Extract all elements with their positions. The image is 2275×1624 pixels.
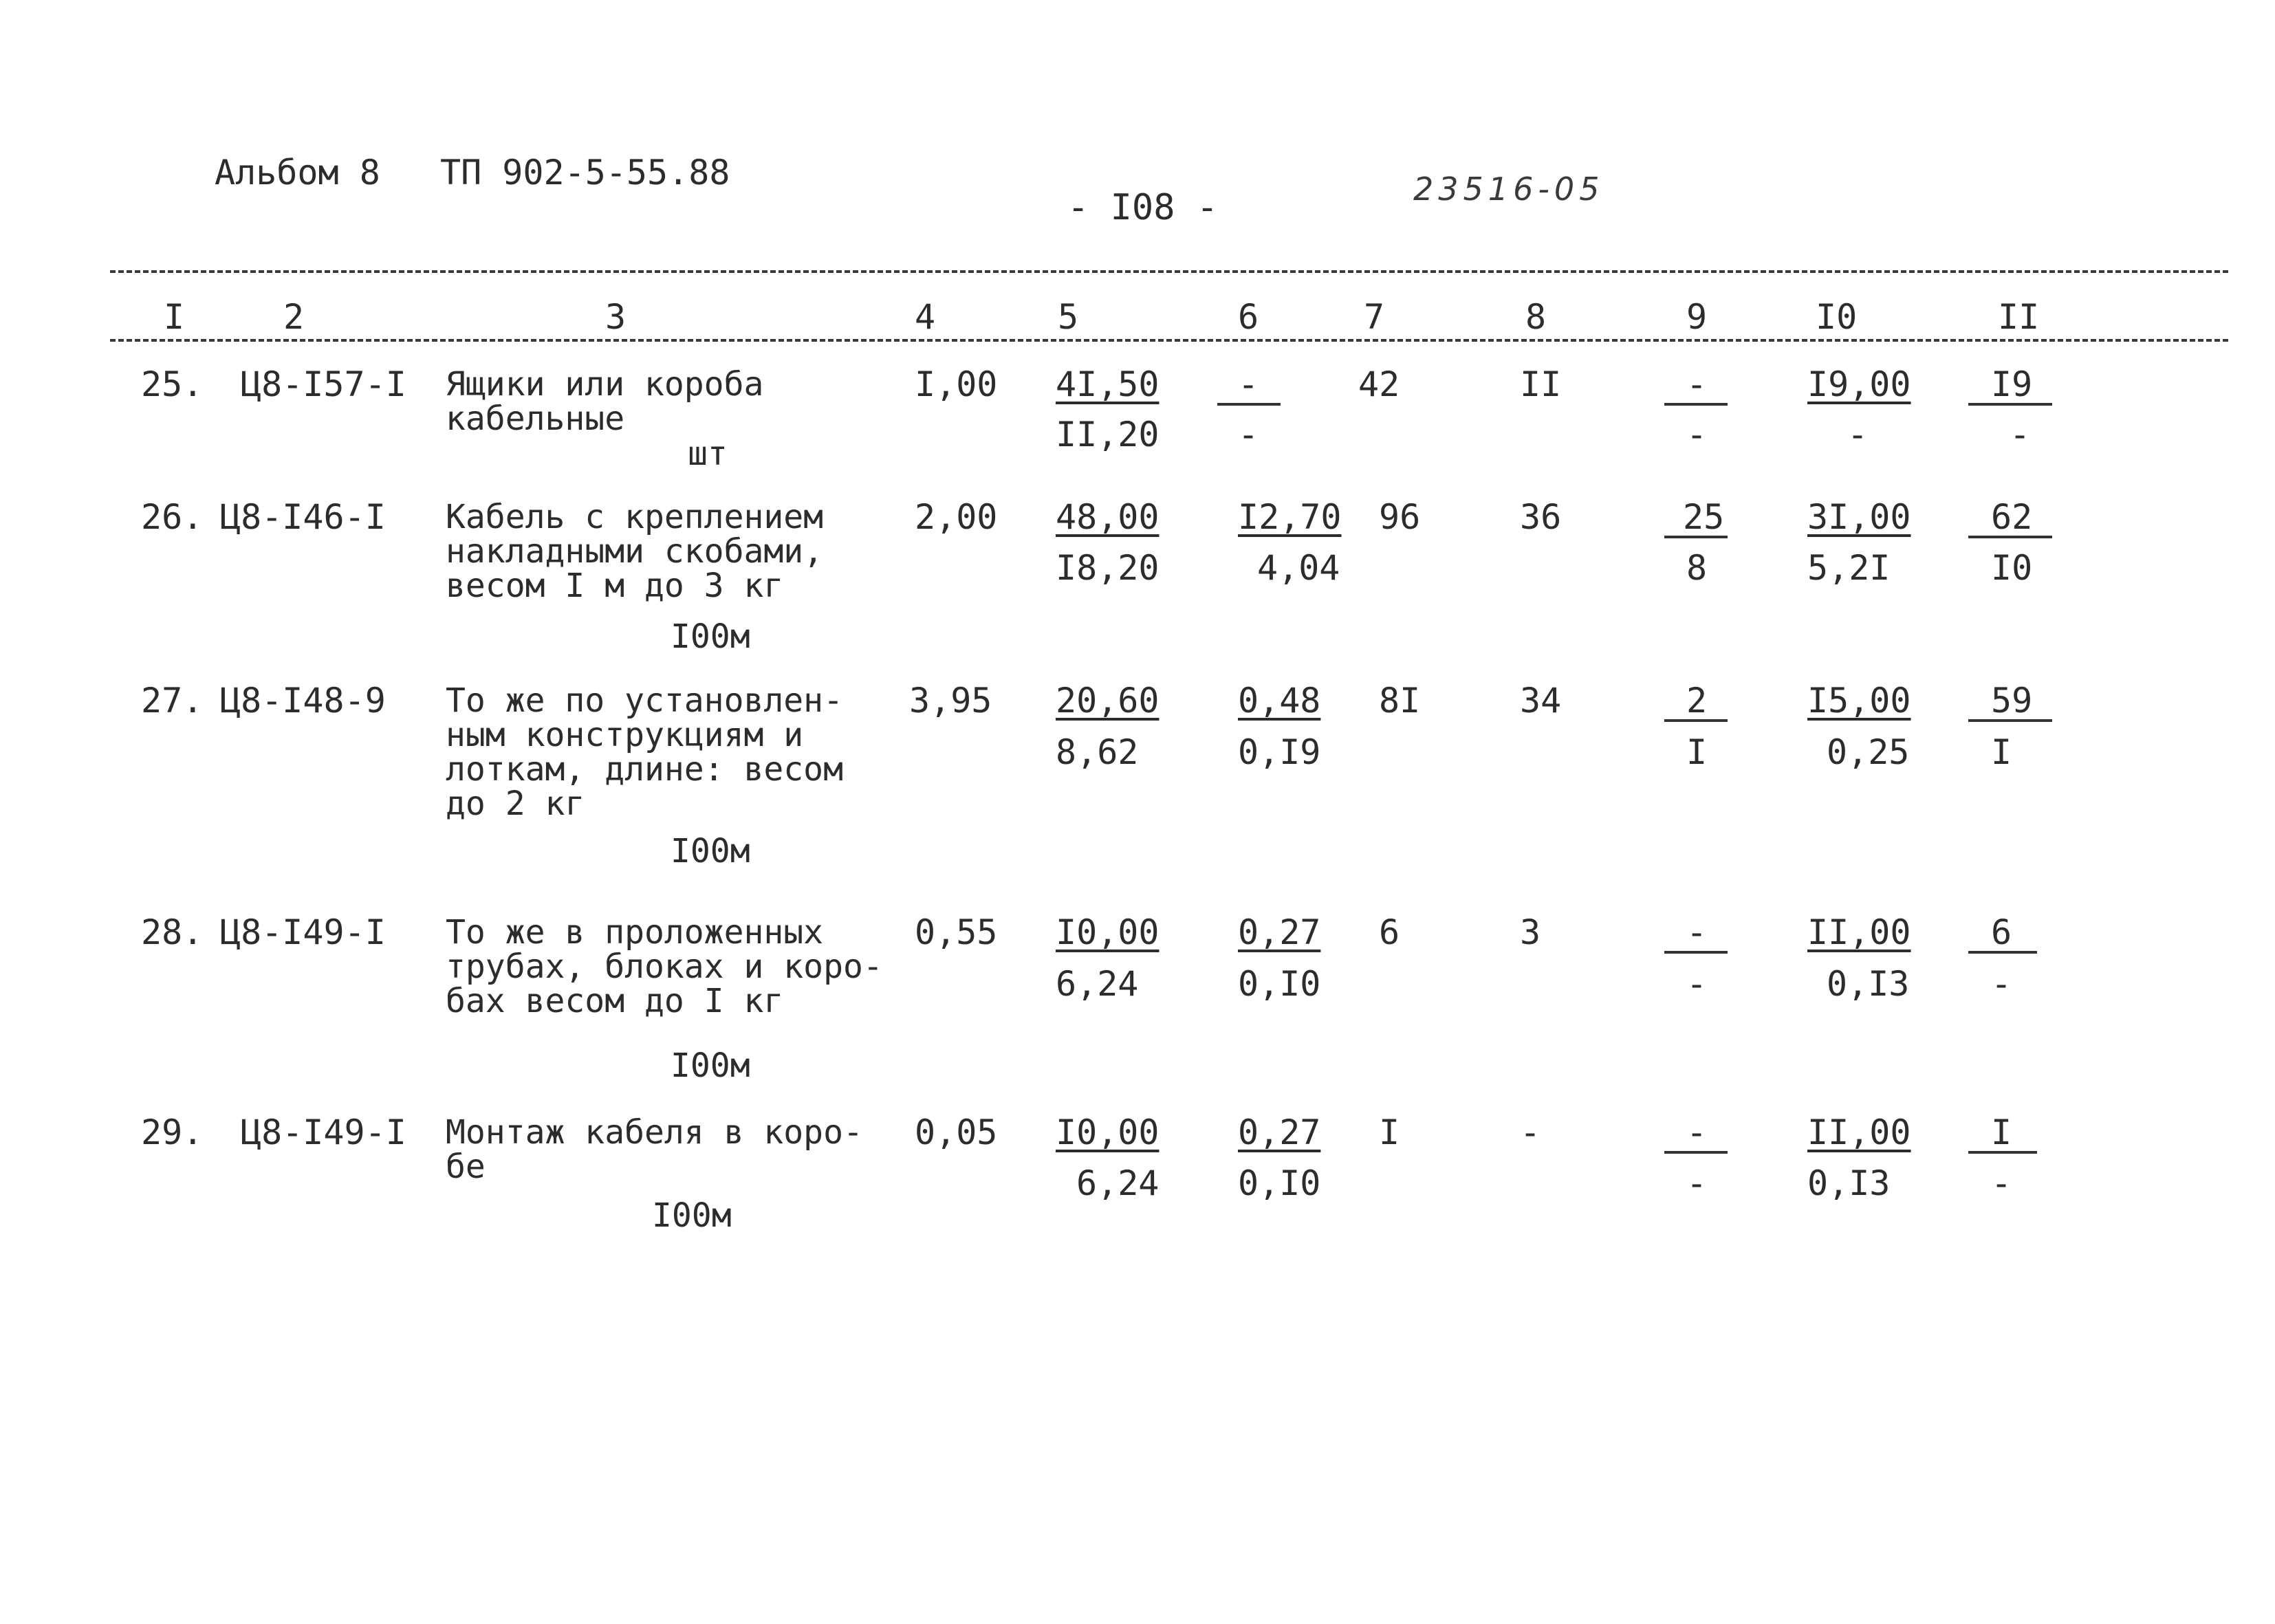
col7-value: I — [1379, 1112, 1400, 1152]
unit: шт — [688, 435, 728, 473]
col8-value: 34 — [1520, 681, 1562, 721]
col9-top: - — [1686, 912, 1708, 952]
col5-bottom: 6,24 — [1076, 1163, 1160, 1203]
fraction-bar — [1664, 403, 1728, 406]
work-description: То же по установлен- ным конструкциям и лоткам, длине: весом до 2 кг — [446, 681, 843, 823]
col9-top: - — [1686, 1112, 1708, 1152]
col9-top: - — [1686, 364, 1708, 404]
col5-top: I0,00 — [1056, 1112, 1160, 1152]
col9-bottom: - — [1686, 964, 1708, 1004]
col5-top: 20,60 — [1056, 681, 1160, 721]
handwritten-number: 23516-05 — [1413, 171, 1604, 208]
column-number: 7 — [1364, 297, 1385, 337]
unit: I00м — [671, 832, 750, 870]
col5-bottom: 6,24 — [1056, 964, 1139, 1004]
col9-top: 25 — [1683, 497, 1725, 537]
column-number: 5 — [1058, 297, 1079, 337]
column-number: 2 — [283, 297, 305, 337]
col6-top: 0,27 — [1238, 1112, 1321, 1152]
rate-code: Ц8-I49-I — [220, 912, 386, 952]
col10-bottom: - — [1847, 415, 1869, 454]
col11-bottom: I — [1991, 732, 2012, 772]
col6-bottom: 4,04 — [1257, 548, 1340, 588]
col5-bottom: II,20 — [1056, 415, 1160, 454]
row-number: 28. — [141, 912, 204, 952]
col10-top: II,00 — [1807, 1112, 1911, 1152]
quantity: 2,00 — [915, 497, 998, 537]
page-number: - I08 - — [1067, 187, 1219, 228]
col6-top: - — [1238, 364, 1259, 404]
col10-top: II,00 — [1807, 912, 1911, 952]
col10-bottom: 5,2I — [1807, 548, 1891, 588]
col11-top: 59 — [1991, 681, 2033, 721]
col11-bottom: I0 — [1991, 548, 2033, 588]
col5-top: 4I,50 — [1056, 364, 1160, 404]
fraction-bar — [1664, 719, 1728, 722]
col9-top: 2 — [1686, 681, 1708, 721]
col6-bottom: 0,I0 — [1238, 964, 1321, 1004]
column-number: 6 — [1238, 297, 1259, 337]
rate-code: Ц8-I48-9 — [220, 681, 386, 721]
unit: I00м — [652, 1196, 732, 1235]
col10-top: 3I,00 — [1807, 497, 1911, 537]
rate-code: Ц8-I57-I — [241, 364, 406, 404]
col6-bottom: 0,I0 — [1238, 1163, 1321, 1203]
rate-code: Ц8-I49-I — [241, 1112, 406, 1152]
fraction-bar — [1217, 403, 1281, 406]
col10-top: I5,00 — [1807, 681, 1911, 721]
col5-top: I0,00 — [1056, 912, 1160, 952]
unit: I00м — [671, 617, 750, 656]
col10-bottom: 0,25 — [1827, 732, 1910, 772]
col10-bottom: 0,I3 — [1807, 1163, 1891, 1203]
col8-value: 3 — [1520, 912, 1541, 952]
col7-value: 6 — [1379, 912, 1400, 952]
col6-top: 0,48 — [1238, 681, 1321, 721]
quantity: 3,95 — [909, 681, 992, 721]
col11-top: 6 — [1991, 912, 2012, 952]
col6-top: 0,27 — [1238, 912, 1321, 952]
col9-bottom: 8 — [1686, 548, 1708, 588]
col7-value: 96 — [1379, 497, 1421, 537]
row-number: 25. — [141, 364, 204, 404]
row-number: 29. — [141, 1112, 204, 1152]
fraction-bar — [1968, 1151, 2037, 1154]
col9-bottom: - — [1686, 1163, 1708, 1203]
col6-top: I2,70 — [1238, 497, 1342, 537]
row-number: 27. — [141, 681, 204, 721]
fraction-bar — [1664, 951, 1728, 954]
col11-top: 62 — [1991, 497, 2033, 537]
column-number: I — [164, 297, 185, 337]
column-number: 3 — [605, 297, 627, 337]
fraction-bar — [1968, 951, 2037, 954]
col10-bottom: 0,I3 — [1827, 964, 1910, 1004]
col6-bottom: - — [1238, 415, 1259, 454]
work-description: То же в проложенных трубах, блоках и коро- бах весом до I кг — [446, 913, 883, 1020]
unit: I00м — [671, 1046, 750, 1085]
column-number: 8 — [1525, 297, 1547, 337]
quantity: 0,05 — [915, 1112, 998, 1152]
fraction-bar — [1664, 536, 1728, 538]
column-number: II — [1998, 297, 2040, 337]
column-number: 9 — [1686, 297, 1708, 337]
work-description: Монтаж кабеля в коро- бе — [446, 1113, 863, 1186]
table-header-rule — [110, 339, 2228, 342]
quantity: I,00 — [915, 364, 998, 404]
document-code: ТП 902-5-55.88 — [440, 153, 730, 193]
col9-bottom: I — [1686, 732, 1708, 772]
col9-bottom: - — [1686, 415, 1708, 454]
col5-bottom: I8,20 — [1056, 548, 1160, 588]
col5-top: 48,00 — [1056, 497, 1160, 537]
col5-bottom: 8,62 — [1056, 732, 1139, 772]
row-number: 26. — [141, 497, 204, 537]
col8-value: II — [1520, 364, 1562, 404]
col10-top: I9,00 — [1807, 364, 1911, 404]
col8-value: 36 — [1520, 497, 1562, 537]
quantity: 0,55 — [915, 912, 998, 952]
col11-bottom: - — [2010, 415, 2031, 454]
work-description: Ящики или короба кабельные — [446, 365, 764, 438]
col8-value: - — [1520, 1112, 1541, 1152]
fraction-bar — [1968, 403, 2052, 406]
col11-bottom: - — [1991, 964, 2012, 1004]
fraction-bar — [1968, 719, 2052, 722]
rate-code: Ц8-I46-I — [220, 497, 386, 537]
fraction-bar — [1968, 536, 2052, 538]
column-number: 4 — [915, 297, 936, 337]
col11-bottom: - — [1991, 1163, 2012, 1203]
col7-value: 8I — [1379, 681, 1421, 721]
col7-value: 42 — [1358, 364, 1400, 404]
column-number: I0 — [1816, 297, 1858, 337]
col11-top: I — [1991, 1112, 2012, 1152]
col6-bottom: 0,I9 — [1238, 732, 1321, 772]
album-label: Альбом 8 — [215, 153, 380, 193]
col11-top: I9 — [1991, 364, 2033, 404]
fraction-bar — [1664, 1151, 1728, 1154]
work-description: Кабель с креплением накладными скобами, весом I м до 3 кг — [446, 498, 824, 605]
table-top-rule — [110, 270, 2228, 273]
